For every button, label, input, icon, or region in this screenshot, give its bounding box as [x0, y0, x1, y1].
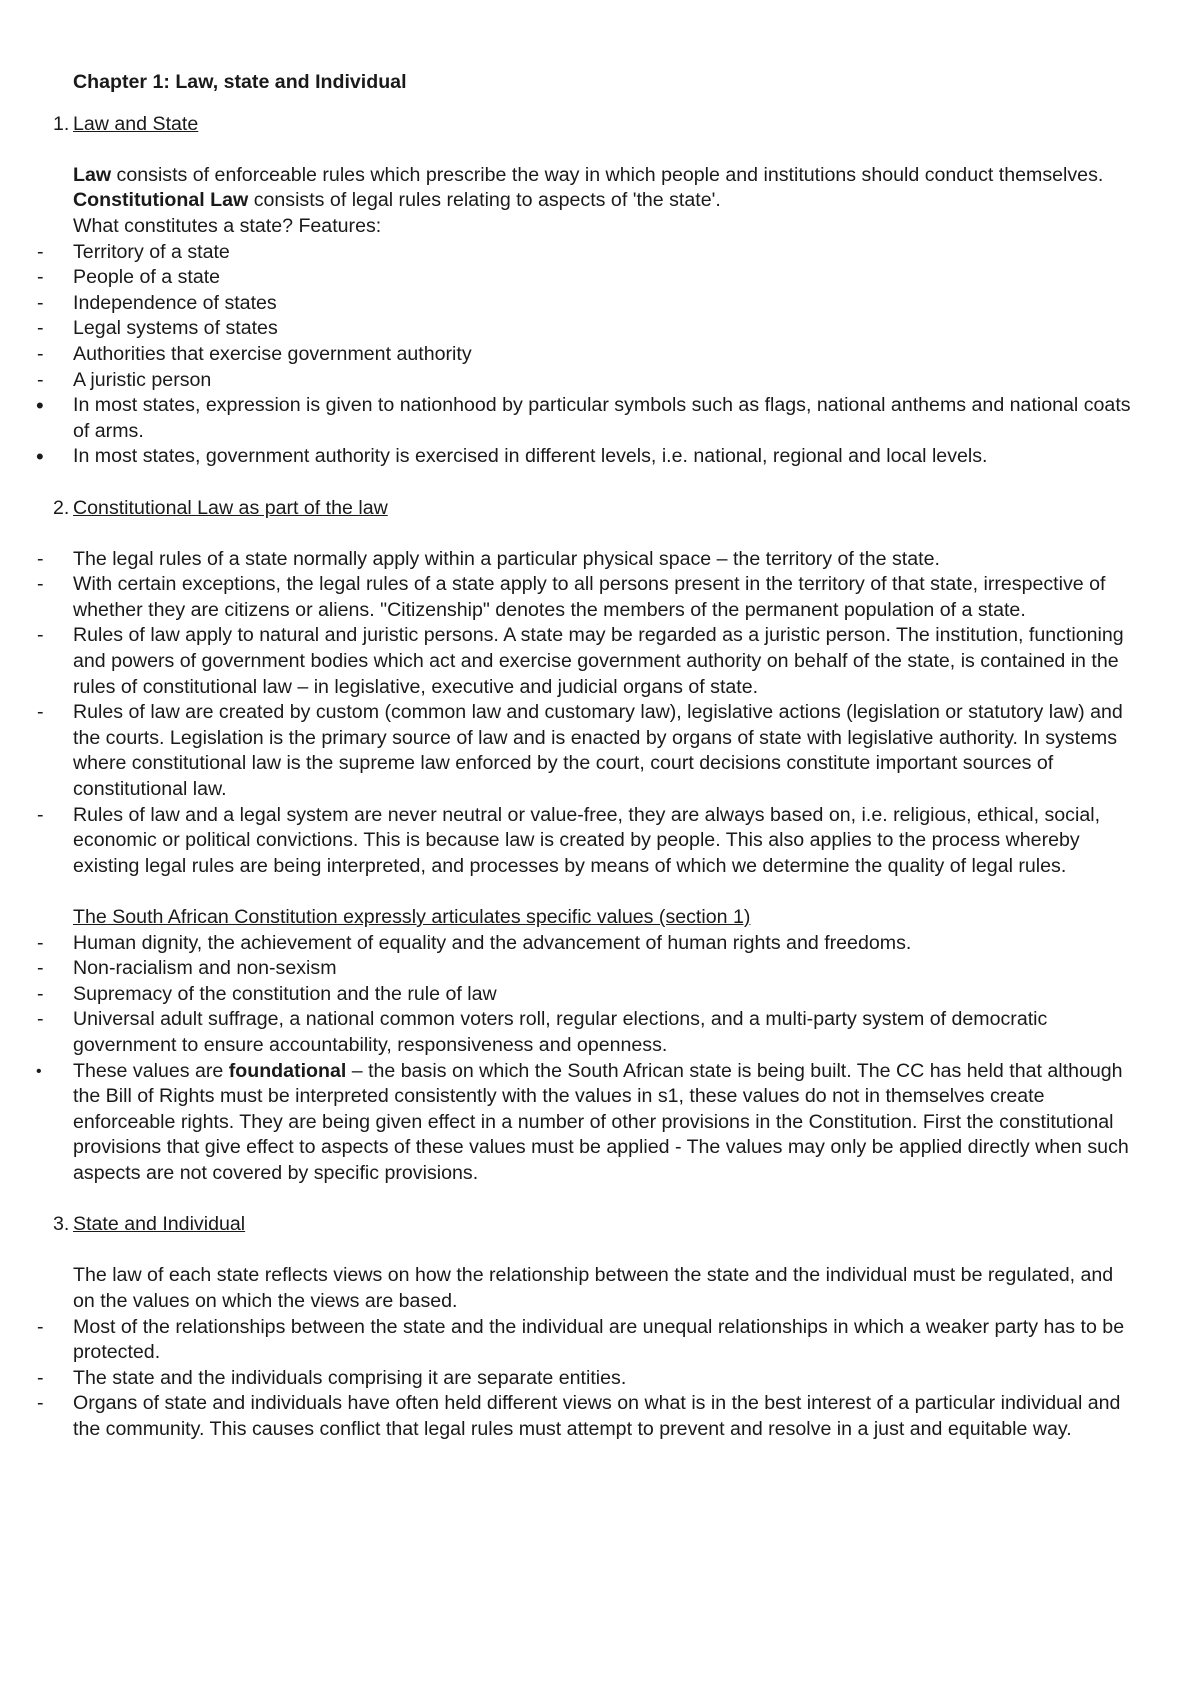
dash-marker: -: [37, 368, 44, 391]
dash-marker: -: [37, 931, 44, 954]
constitutional-law-list: [0, 547, 1140, 880]
list-item: - Supremacy of the constitution and the rule of law: [0, 982, 1140, 1008]
section-number: 1.: [53, 112, 70, 135]
section-title: Constitutional Law as part of the law: [73, 496, 388, 519]
law-definition: [73, 163, 1140, 189]
bullet-marker: •: [36, 393, 44, 419]
list-item: - The state and the individuals comprising it are separate entities.: [0, 1366, 1140, 1392]
foundational-term: foundational: [228, 1059, 347, 1082]
dash-marker: -: [37, 624, 44, 647]
dash-marker: -: [37, 266, 44, 289]
dash-marker: -: [37, 240, 44, 263]
dash-marker: -: [37, 573, 44, 596]
section-title: State and Individual: [73, 1213, 246, 1236]
values-heading: The South African Constitution expressly articulates specific values (section 1): [73, 906, 751, 928]
values-list: [0, 931, 1140, 1187]
list-item: - Non-racialism and non-sexism: [0, 956, 1140, 982]
list-item: • In most states, government authority is exercised in different levels, i.e. national, regional and local levels.: [0, 444, 1140, 470]
section-3-heading: [0, 1212, 1140, 1238]
section-2-heading: [0, 496, 1140, 522]
list-item: - Most of the relationships between the state and the individual are unequal relationships in which a weaker party has to be protected.: [0, 1315, 1140, 1366]
constitutional-law-definition-text: consists of legal rules relating to aspects of 'the state'.: [248, 189, 721, 212]
list-item: - A juristic person: [0, 368, 1140, 394]
law-definition-text: consists of enforceable rules which prescribe the way in which people and institutions should conduct themselves.: [111, 163, 1104, 186]
dash-marker: -: [37, 291, 44, 314]
list-item: - Rules of law are created by custom (common law and customary law), legislative actions (legislation or statutory law) and the courts. Legislation is the primary source of law and is enacted by organs of state with legislative authority. In systems where constitutional law is the supreme law enforced by the court, court decisions constitute important sources of constitutional law.: [0, 700, 1140, 802]
bullet-marker: •: [36, 1062, 42, 1080]
dash-marker: -: [37, 1008, 44, 1031]
dash-marker: -: [37, 1315, 44, 1338]
list-item: - Universal adult suffrage, a national common voters roll, regular elections, and a multi-party system of democratic government to ensure accountability, responsiveness and openness.: [0, 1007, 1140, 1058]
dash-marker: -: [37, 317, 44, 340]
dash-marker: -: [37, 1366, 44, 1389]
list-item: - Human dignity, the achievement of equality and the advancement of human rights and freedoms.: [0, 931, 1140, 957]
dash-marker: -: [37, 1392, 44, 1415]
list-item: • These values are foundational – the basis on which the South African state is being built. The CC has held that although the Bill of Rights must be interpreted consistently with the values in s1, these values do not in themselves create enforceable rights. They are being given effect in a number of other provisions in the Constitution. First the constitutional provisions that give effect to aspects of these values must be applied - The values may only be applied directly when such aspects are not covered by specific provisions.: [0, 1059, 1140, 1187]
state-individual-intro: The law of each state reflects views on how the relationship between the state and the individual must be regulated, and on the values on which the views are based.: [73, 1264, 1114, 1312]
list-item: - The legal rules of a state normally apply within a particular physical space – the territory of the state.: [0, 547, 1140, 573]
law-term: Law: [73, 163, 112, 186]
features-question: What constitutes a state? Features:: [73, 214, 382, 237]
section-title: Law and State: [73, 112, 199, 135]
dash-marker: -: [37, 701, 44, 724]
constitutional-law-definition: [73, 188, 1140, 214]
list-item: - Rules of law apply to natural and juristic persons. A state may be regarded as a juristic person. The institution, functioning and powers of government bodies which act and exercise government authority on behalf of the state, is contained in the rules of constitutional law – in legislative, executive and judicial organs of state.: [0, 623, 1140, 700]
section-number: 2.: [53, 496, 70, 519]
list-item: • In most states, expression is given to nationhood by particular symbols such as flags, national anthems and national coats of arms.: [0, 393, 1140, 444]
chapter-title: Chapter 1: Law, state and Individual: [73, 71, 407, 93]
list-item: - Organs of state and individuals have often held different views on what is in the best interest of a particular individual and the community. This causes conflict that legal rules must attempt to prevent and resolve in a just and equitable way.: [0, 1391, 1140, 1442]
dash-marker: -: [37, 982, 44, 1005]
list-item: - Territory of a state: [0, 240, 1140, 266]
list-item: - Legal systems of states: [0, 316, 1140, 342]
list-item: - Rules of law and a legal system are never neutral or value-free, they are always based on, i.e. religious, ethical, social, economic or political convictions. This is because law is created by people. This also applies to the process whereby existing legal rules are being interpreted, and processes by means of which we determine the quality of legal rules.: [0, 803, 1140, 880]
dash-marker: -: [37, 547, 44, 570]
state-individual-list: [0, 1315, 1140, 1443]
list-item: - Independence of states: [0, 291, 1140, 317]
list-item: - People of a state: [0, 265, 1140, 291]
dash-marker: -: [37, 342, 44, 365]
section-1-heading: [0, 112, 1140, 138]
bullet-marker: •: [36, 444, 44, 470]
dash-marker: -: [37, 957, 44, 980]
features-list: [0, 240, 1140, 470]
section-number: 3.: [53, 1213, 70, 1236]
list-item: - Authorities that exercise government authority: [0, 342, 1140, 368]
list-item: - With certain exceptions, the legal rules of a state apply to all persons present in the territory of that state, irrespective of whether they are citizens or aliens. "Citizenship" denotes the members of the permanent population of a state.: [0, 572, 1140, 623]
dash-marker: -: [37, 803, 44, 826]
constitutional-law-term: Constitutional Law: [73, 189, 249, 212]
